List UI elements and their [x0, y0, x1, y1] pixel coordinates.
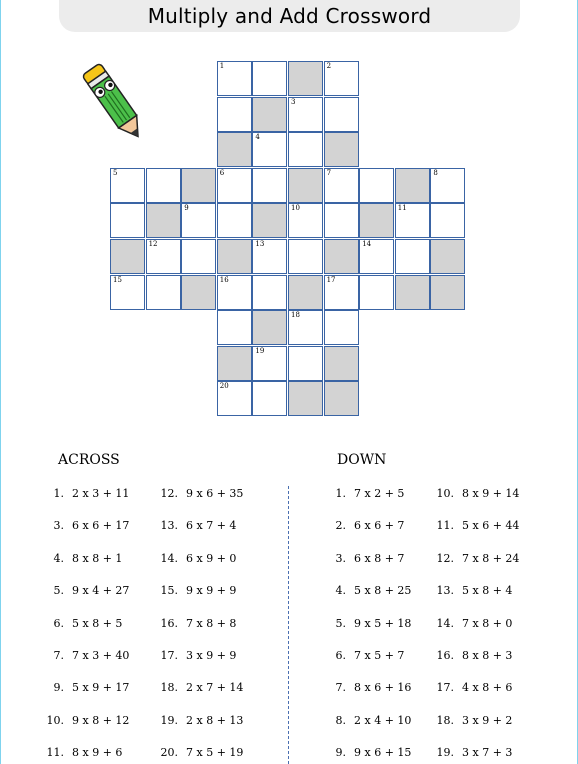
clue-number: 16.: [436, 649, 454, 662]
across-clue: [44, 714, 129, 727]
across-clue: [158, 519, 236, 532]
clue-number: 13.: [436, 584, 454, 598]
grid-cell[interactable]: [324, 97, 359, 132]
down-clue: [326, 487, 404, 500]
blocked-cell: [395, 275, 430, 310]
down-clue: [434, 681, 512, 694]
across-clue: [158, 746, 243, 759]
cell-number: 19: [255, 346, 265, 355]
across-clue: [158, 649, 236, 662]
clue-text: 7 x 2 + 5: [354, 487, 405, 500]
grid-cell[interactable]: [146, 168, 181, 203]
clue-number: 9.: [335, 746, 346, 760]
clue-number: 15.: [160, 584, 178, 598]
grid-cell[interactable]: [252, 275, 287, 310]
blocked-cell: [110, 239, 145, 274]
across-clue: [44, 584, 129, 597]
clue-number: 18.: [436, 713, 454, 727]
cell-number: 6: [219, 168, 225, 177]
grid-cell[interactable]: [324, 61, 359, 96]
clue-text: 6 x 8 + 7: [354, 551, 405, 565]
clue-number: 5.: [335, 616, 346, 630]
clue-number: 19.: [160, 713, 178, 727]
down-clue: [326, 552, 404, 565]
clue-text: 8 x 9 + 6: [72, 746, 123, 760]
across-clue: [44, 617, 122, 630]
cell-number: 18: [291, 311, 300, 320]
blocked-cell: [359, 203, 394, 238]
down-clue: [326, 746, 411, 759]
cell-number: 4: [255, 133, 260, 142]
blocked-cell: [324, 381, 359, 416]
clue-text: 8 x 8 + 3: [462, 649, 513, 662]
clue-text: 6 x 7 + 4: [186, 519, 237, 533]
cell-number: 7: [326, 168, 332, 177]
clue-text: 5 x 8 + 4: [462, 584, 513, 598]
clue-text: 5 x 9 + 17: [72, 681, 130, 695]
across-clue: [158, 584, 236, 597]
cell-number: 1: [219, 62, 225, 70]
cell-number: 15: [113, 275, 122, 284]
clue-text: 9 x 5 + 18: [354, 616, 412, 630]
across-clue: [158, 617, 236, 630]
clue-number: 17.: [436, 681, 454, 695]
grid-cell[interactable]: [217, 381, 252, 416]
clue-text: 9 x 9 + 9: [186, 584, 237, 598]
blocked-cell: [395, 168, 430, 203]
grid-cell[interactable]: [146, 239, 181, 274]
down-clue: [326, 681, 411, 694]
cell-number: 10: [291, 204, 300, 213]
title-banner: [59, 0, 520, 32]
blocked-cell: [181, 168, 216, 203]
cell-number: 20: [219, 382, 229, 391]
clue-number: 9.: [53, 681, 64, 695]
down-heading: DOWN: [337, 452, 387, 468]
down-clue: [434, 746, 512, 759]
across-clue: [44, 487, 129, 500]
clue-number: 11.: [46, 746, 64, 760]
down-clue: [326, 714, 411, 727]
blocked-cell: [288, 381, 323, 416]
clue-number: 4.: [335, 584, 346, 598]
clue-text: 7 x 8 + 8: [186, 616, 237, 630]
clue-number: 11.: [436, 519, 454, 533]
down-clue: [434, 649, 512, 662]
grid-cell[interactable]: [146, 275, 181, 310]
clue-number: 4.: [53, 551, 64, 565]
clue-number: 5.: [53, 584, 64, 598]
down-clue: [434, 714, 512, 727]
clue-text: 3 x 7 + 3: [462, 746, 513, 760]
blocked-cell: [146, 203, 181, 238]
blocked-cell: [252, 310, 287, 345]
blocked-cell: [324, 346, 359, 381]
down-clue: [434, 519, 519, 532]
cell-number: 14: [362, 240, 372, 248]
clue-number: 7.: [53, 649, 64, 662]
clue-number: 12.: [160, 487, 178, 500]
blocked-cell: [217, 346, 252, 381]
clue-number: 14.: [436, 616, 454, 630]
clue-number: 18.: [160, 681, 178, 695]
clue-number: 13.: [160, 519, 178, 533]
blocked-cell: [217, 239, 252, 274]
blocked-cell: [288, 61, 323, 96]
clue-text: 6 x 6 + 17: [72, 519, 130, 533]
page-edge-left: [0, 0, 1, 764]
grid-cell[interactable]: [110, 168, 145, 203]
clue-number: 16.: [160, 616, 178, 630]
clue-number: 14.: [160, 551, 178, 565]
clue-text: 5 x 6 + 44: [462, 519, 520, 533]
grid-cell[interactable]: [324, 203, 359, 238]
grid-cell[interactable]: [217, 310, 252, 345]
grid-cell[interactable]: [217, 168, 252, 203]
grid-cell[interactable]: [359, 239, 394, 274]
cell-number: 5: [113, 168, 118, 177]
clue-text: 2 x 8 + 13: [186, 713, 244, 727]
down-clue: [434, 584, 512, 597]
clue-number: 6.: [335, 649, 346, 662]
grid-cell[interactable]: [181, 239, 216, 274]
clue-text: 8 x 9 + 14: [462, 487, 520, 500]
clue-number: 20.: [160, 746, 178, 760]
grid-cell[interactable]: [252, 239, 287, 274]
down-clue: [434, 552, 519, 565]
across-clue: [44, 681, 129, 694]
blocked-cell: [217, 132, 252, 167]
grid-cell[interactable]: [288, 346, 323, 381]
grid-cell[interactable]: [288, 132, 323, 167]
grid-cell[interactable]: [288, 203, 323, 238]
cell-number: 13: [255, 240, 265, 248]
blocked-cell: [252, 97, 287, 132]
grid-cell[interactable]: [324, 310, 359, 345]
cell-number: 8: [433, 168, 438, 177]
clue-text: 7 x 5 + 7: [354, 649, 405, 662]
grid-cell[interactable]: [324, 168, 359, 203]
across-clue: [158, 681, 243, 694]
blocked-cell: [324, 132, 359, 167]
grid-cell[interactable]: [252, 381, 287, 416]
blocked-cell: [288, 168, 323, 203]
clue-text: 2 x 3 + 11: [72, 487, 130, 500]
clue-number: 2.: [335, 519, 346, 533]
grid-cell[interactable]: [430, 203, 465, 238]
grid-cell[interactable]: [395, 239, 430, 274]
clue-number: 10.: [436, 487, 454, 500]
blocked-cell: [288, 275, 323, 310]
clue-text: 2 x 7 + 14: [186, 681, 244, 695]
cell-number: 2: [326, 62, 332, 70]
clue-text: 2 x 4 + 10: [354, 713, 412, 727]
column-divider: [288, 486, 289, 764]
clue-text: 6 x 9 + 0: [186, 551, 237, 565]
down-clue: [326, 519, 404, 532]
grid-cell[interactable]: [359, 275, 394, 310]
across-clue: [158, 714, 243, 727]
blocked-cell: [181, 275, 216, 310]
clue-number: 19.: [436, 746, 454, 760]
blocked-cell: [430, 275, 465, 310]
clue-number: 1.: [335, 487, 346, 500]
clue-text: 7 x 3 + 40: [72, 649, 130, 662]
clue-number: 1.: [53, 487, 64, 500]
cell-number: 3: [291, 97, 296, 106]
grid-cell[interactable]: [217, 203, 252, 238]
clue-text: 7 x 5 + 19: [186, 746, 244, 760]
clue-text: 9 x 4 + 27: [72, 584, 130, 598]
clue-text: 3 x 9 + 2: [462, 713, 513, 727]
clue-text: 6 x 6 + 7: [354, 519, 405, 533]
grid-cell[interactable]: [395, 203, 430, 238]
clue-number: 7.: [335, 681, 346, 695]
grid-cell[interactable]: [288, 97, 323, 132]
cell-number: 12: [148, 240, 158, 248]
page-title: Multiply and Add Crossword: [147, 4, 432, 28]
clue-number: 17.: [160, 649, 178, 662]
clue-text: 7 x 8 + 24: [462, 551, 520, 565]
across-clue: [44, 519, 129, 532]
down-clue: [326, 649, 404, 662]
grid-cell[interactable]: [288, 239, 323, 274]
blocked-cell: [430, 239, 465, 274]
down-clue: [326, 617, 411, 630]
cell-number: 9: [184, 204, 189, 213]
across-clue: [158, 487, 243, 500]
grid-cell[interactable]: [110, 275, 145, 310]
clue-text: 8 x 6 + 16: [354, 681, 412, 695]
across-heading: ACROSS: [58, 452, 120, 468]
grid-cell[interactable]: [288, 310, 323, 345]
blocked-cell: [324, 239, 359, 274]
cell-number: 11: [397, 204, 407, 213]
grid-cell[interactable]: [359, 168, 394, 203]
clue-number: 10.: [46, 713, 64, 727]
grid-cell[interactable]: [217, 275, 252, 310]
down-clue: [434, 487, 519, 500]
across-clue: [44, 649, 129, 662]
grid-cell[interactable]: [252, 346, 287, 381]
blocked-cell: [252, 203, 287, 238]
clue-text: 4 x 8 + 6: [462, 681, 513, 695]
grid-cell[interactable]: [252, 61, 287, 96]
down-clue: [434, 617, 512, 630]
clue-text: 5 x 8 + 5: [72, 616, 123, 630]
clue-text: 9 x 6 + 35: [186, 487, 244, 500]
pencil-icon: [78, 48, 148, 150]
clue-number: 6.: [53, 616, 64, 630]
grid-cell[interactable]: [217, 97, 252, 132]
clue-text: 8 x 8 + 1: [72, 551, 123, 565]
clue-number: 12.: [436, 551, 454, 565]
across-clue: [158, 552, 236, 565]
clue-text: 9 x 8 + 12: [72, 713, 130, 727]
clue-number: 8.: [335, 713, 346, 727]
grid-cell[interactable]: [252, 168, 287, 203]
grid-cell[interactable]: [217, 61, 252, 96]
grid-cell[interactable]: [110, 203, 145, 238]
down-clue: [326, 584, 411, 597]
clue-number: 3.: [335, 551, 346, 565]
clue-text: 3 x 9 + 9: [186, 649, 237, 662]
grid-cell[interactable]: [252, 132, 287, 167]
clue-text: 5 x 8 + 25: [354, 584, 412, 598]
cell-number: 16: [219, 275, 229, 284]
clue-number: 3.: [53, 519, 64, 533]
clue-text: 9 x 6 + 15: [354, 746, 412, 760]
cell-number: 17: [326, 275, 336, 284]
clue-text: 7 x 8 + 0: [462, 616, 513, 630]
grid-cell[interactable]: [324, 275, 359, 310]
grid-cell[interactable]: [430, 168, 465, 203]
across-clue: [44, 746, 122, 759]
grid-cell[interactable]: [181, 203, 216, 238]
across-clue: [44, 552, 122, 565]
